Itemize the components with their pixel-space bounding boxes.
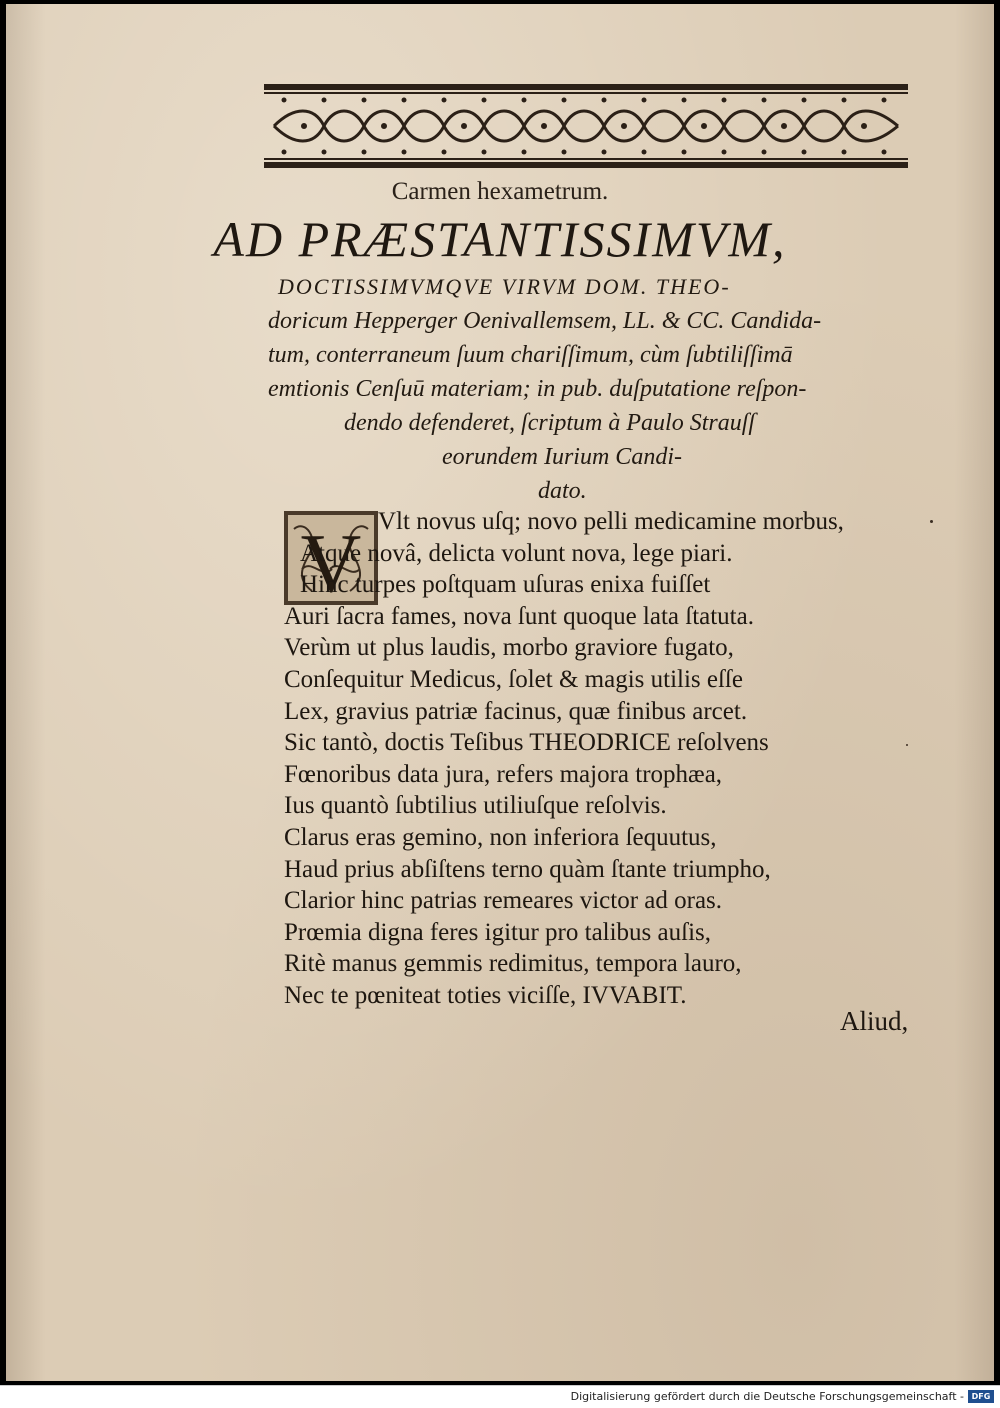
dedication-line: dato. bbox=[538, 478, 587, 504]
initial-letter: V bbox=[300, 517, 362, 607]
poem-line: Lex, gravius patriæ facinus, quæ finibus arcet. bbox=[284, 697, 748, 725]
dedication-line: dendo defenderet, ſcriptum à Paulo Strauſſ bbox=[344, 410, 756, 436]
poem-line: Vlt novus uſq; novo pelli medicamine morbus, bbox=[378, 508, 844, 535]
dedication-title: AD PRÆSTANTISSIMVM, bbox=[213, 211, 787, 267]
poem-body bbox=[284, 506, 944, 1012]
dedication-line: doricum Hepperger Oenivallemsem, LL. & CC. Candida- bbox=[268, 308, 822, 334]
poem-line: Prœmia digna feres igitur pro talibus auſis, bbox=[284, 918, 712, 946]
poem-line: Conſequitur Medicus, ſolet & magis utilis eſſe bbox=[284, 665, 743, 693]
digitization-footer bbox=[0, 1385, 1000, 1408]
poem-genre-heading: Carmen hexametrum. bbox=[391, 178, 609, 205]
poem-line: Auri ſacra fames, nova ſunt quoque lata ſtatuta. bbox=[284, 602, 754, 630]
dedication-line: tum, conterraneum ſuum chariſſimum, cùm ſubtiliſſimā bbox=[268, 342, 793, 368]
poem-line: Nec te pœniteat toties viciſſe, IVVABIT. bbox=[284, 981, 687, 1009]
poem-line: Clarus eras gemino, non inferiora ſequutus, bbox=[284, 823, 717, 851]
decorative-headpiece bbox=[264, 78, 908, 174]
poem-line: Clarior hinc patrias remeares victor ad oras. bbox=[284, 887, 723, 915]
poem-line: Ritè manus gemmis redimitus, tempora lauro, bbox=[284, 950, 742, 978]
poem-line: Verùm ut plus laudis, morbo graviore fugato, bbox=[284, 634, 734, 662]
poem-line: Atque novâ, delicta volunt nova, lege piari. bbox=[300, 539, 733, 567]
poem-line: Fœnoribus data jura, refers majora trophæa, bbox=[284, 760, 723, 788]
poem-line: Sic tantò, doctis Teſibus THEODRICE reſolvens bbox=[284, 729, 769, 757]
dedication-line: emtionis Cenſuū materiam; in pub. duſputatione reſpon- bbox=[268, 376, 807, 402]
ink-speck bbox=[906, 744, 908, 746]
funding-notice: Digitalisierung gefördert durch die Deutsche Forschungsgemeinschaft - bbox=[570, 1390, 964, 1403]
poem-line: Ius quantò ſubtilius utiliuſque reſolvis. bbox=[284, 792, 667, 820]
dedication-text bbox=[268, 270, 928, 508]
poem-line: Hinc turpes poſtquam uſuras enixa fuiſſet bbox=[300, 571, 711, 599]
dfg-logo: DFG bbox=[968, 1390, 994, 1403]
dedication-line: eorundem Iurium Candi- bbox=[442, 444, 682, 470]
catchword: Aliud, bbox=[840, 1006, 909, 1036]
ink-speck bbox=[930, 520, 933, 523]
poem-line: Haud prius abſiſtens terno quàm ſtante triumpho, bbox=[284, 855, 771, 883]
dedication-line: DOCTISSIMVMQVE VIRVM DOM. THEO- bbox=[278, 274, 731, 299]
